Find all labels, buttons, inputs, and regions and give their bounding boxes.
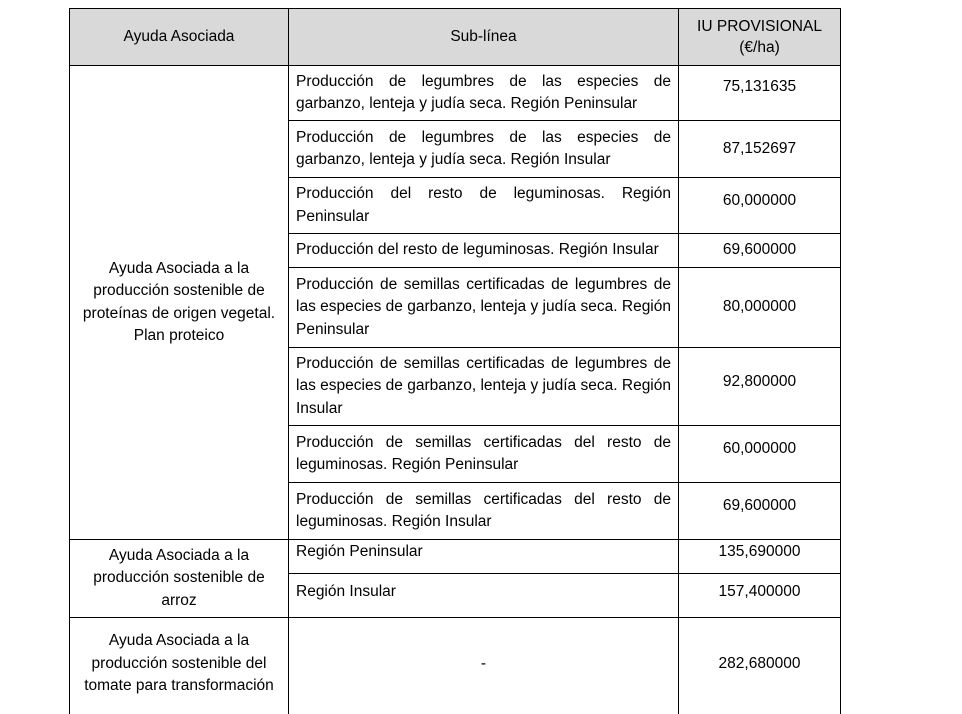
table-row: [289, 66, 678, 120]
table-border-left: [69, 8, 70, 714]
table-row: [289, 541, 678, 564]
value-text: 60,000000: [722, 439, 797, 457]
header-ayuda-label: Ayuda Asociada: [123, 27, 235, 45]
row-value: [679, 541, 840, 564]
table-border-top: [69, 8, 841, 9]
row-divider: [288, 233, 841, 234]
group-divider: [69, 539, 841, 540]
group-ayuda-tomate: [70, 618, 288, 710]
column-divider: [678, 8, 679, 714]
row-value: [679, 121, 840, 177]
value-text: 69,600000: [722, 241, 797, 259]
row-value: [679, 348, 840, 416]
row-divider: [288, 573, 841, 574]
value-text: 135,690000: [718, 543, 801, 561]
group-ayuda-proteicos: [70, 65, 288, 540]
value-text: 69,600000: [722, 496, 797, 514]
column-divider: [288, 8, 289, 714]
table-row: [289, 574, 678, 610]
row-value: [679, 178, 840, 224]
group-divider: [69, 617, 841, 618]
value-text: 80,000000: [722, 298, 797, 316]
group-ayuda-proteicos-label: Ayuda Asociada a la producción sostenible de proteínas de origen vegetal. Plan proteico: [82, 259, 276, 344]
subline-text: Producción de semillas certificadas del resto de leguminosas. Región Peninsular: [296, 433, 671, 473]
table-row: [289, 426, 678, 482]
table-row: [289, 348, 678, 425]
value-text: 87,152697: [722, 139, 797, 157]
header-subline-label: Sub-línea: [450, 27, 517, 45]
table-border-right: [840, 8, 841, 714]
subline-text: Producción de semillas certificadas del resto de leguminosas. Región Insular: [296, 490, 671, 530]
table-row: [289, 483, 678, 539]
row-value: [679, 483, 840, 529]
row-divider: [288, 120, 841, 121]
value-text: 92,800000: [722, 372, 797, 390]
table-row: [289, 178, 678, 233]
header-iu-unit: (€/ha): [739, 39, 780, 56]
row-divider: [288, 177, 841, 178]
subline-text: Región Insular: [296, 582, 396, 600]
value-text: 75,131635: [722, 77, 797, 95]
row-value: [679, 268, 840, 347]
row-divider: [288, 347, 841, 348]
subline-text: Región Peninsular: [296, 543, 423, 561]
group-ayuda-arroz: [70, 540, 288, 617]
subline-text: Producción de legumbres de las especies de garbanzo, lenteja y judía seca. Región Insular: [296, 128, 671, 168]
subline-text: Producción de legumbres de las especies de garbanzo, lenteja y judía seca. Región Peninsular: [296, 72, 671, 112]
row-value: [679, 426, 840, 472]
row-value: [679, 234, 840, 267]
table-row: [289, 234, 678, 267]
subline-text: Producción del resto de leguminosas. Región Peninsular: [296, 185, 671, 225]
header-iu: [679, 9, 840, 65]
group-ayuda-arroz-label: Ayuda Asociada a la producción sostenible de arroz: [93, 546, 265, 609]
row-divider: [288, 267, 841, 268]
subline-text: Producción del resto de leguminosas. Región Insular: [296, 241, 659, 259]
subline-text: -: [480, 654, 487, 672]
table-row: [289, 618, 678, 710]
row-value: [679, 574, 840, 610]
table-row: [289, 268, 678, 347]
value-text: 157,400000: [718, 582, 801, 600]
header-iu-label: IU PROVISIONAL: [697, 18, 822, 35]
value-text: 60,000000: [722, 191, 797, 209]
row-value: [679, 66, 840, 108]
group-ayuda-tomate-label: Ayuda Asociada a la producción sostenible del tomate para transformación: [84, 632, 274, 695]
header-subline: [289, 9, 678, 65]
header-ayuda: [70, 9, 288, 65]
row-value: [679, 618, 840, 710]
table-row: [289, 121, 678, 177]
row-divider: [288, 425, 841, 426]
value-text: 282,680000: [718, 654, 801, 672]
row-divider: [288, 482, 841, 483]
subline-text: Producción de semillas certificadas de legumbres de las especies de garbanzo, lenteja y judía seca. Región Insular: [296, 354, 671, 417]
subline-text: Producción de semillas certificadas de legumbres de las especies de garbanzo, lenteja y judía seca. Región Peninsular: [296, 275, 671, 338]
header-divider: [69, 65, 841, 66]
